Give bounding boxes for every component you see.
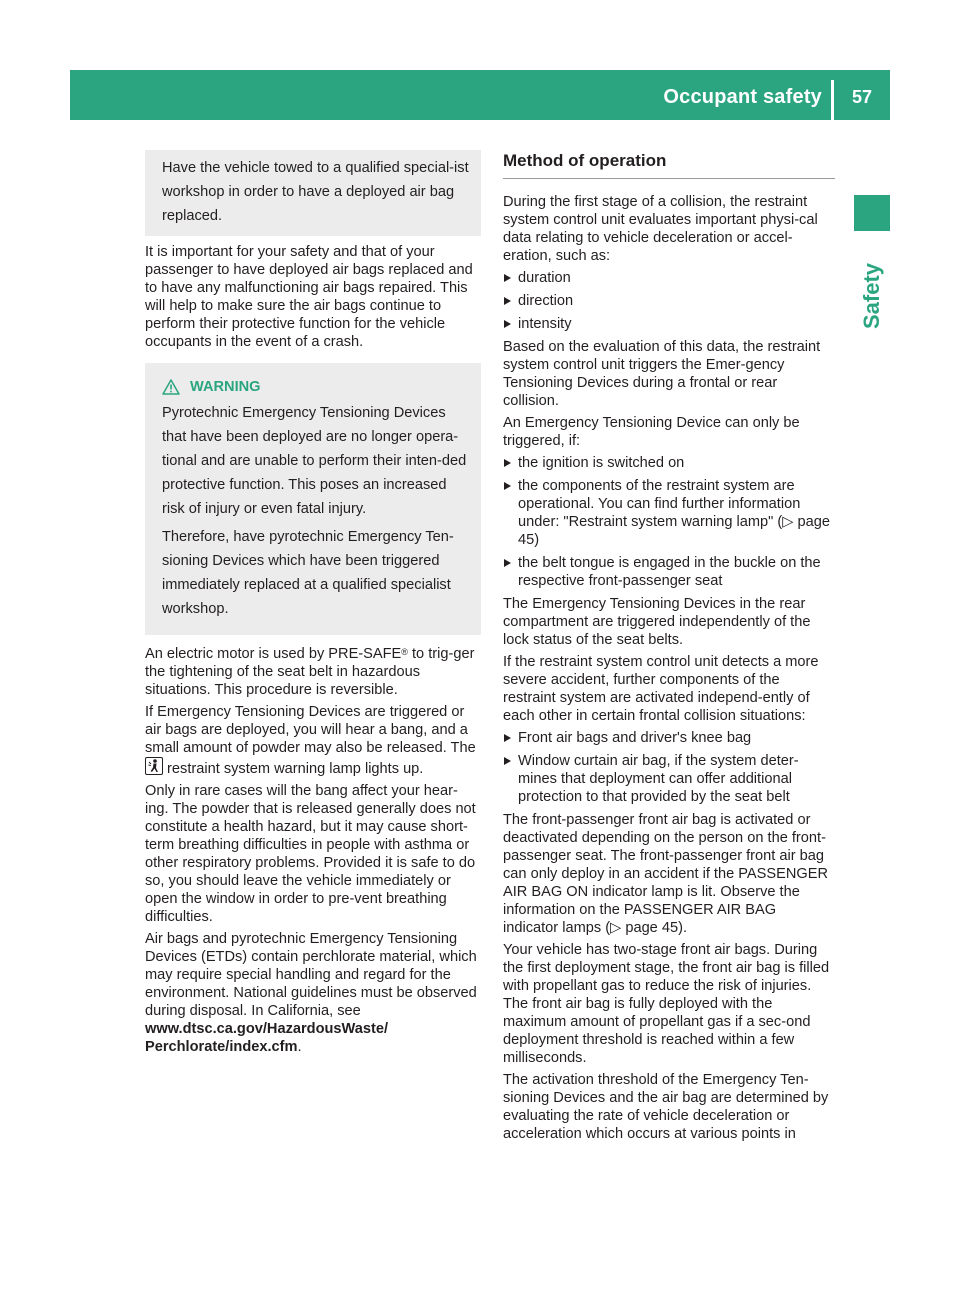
list-item: the components of the restraint system are operational. You can find further information under: "Restraint system warning lamp" (▷ page 45) bbox=[503, 477, 835, 549]
warning-box bbox=[145, 363, 481, 635]
left-column bbox=[145, 150, 481, 1060]
paragraph: The activation threshold of the Emergency Ten-sioning Devices and the air bag are determined by evaluating the rate of vehicle deceleration or acceleration which occurs at various points in bbox=[503, 1072, 829, 1142]
paragraph: If Emergency Tensioning Devices are triggered or air bags are deployed, you will hear a bang, and a small amount of powder may also be released. The restraint system warning lamp lights up. bbox=[145, 704, 476, 777]
paragraph: Based on the evaluation of this data, the restraint system control unit triggers the Emer-gency Tensioning Devices during a frontal or rear collision. bbox=[503, 339, 821, 409]
section-tab-marker bbox=[854, 195, 890, 231]
list-item: Window curtain air bag, if the system deter-mines that deployment can offer additional protection to that provided by the seat belt bbox=[503, 752, 835, 806]
bullet-list bbox=[503, 729, 835, 806]
paragraph: Your vehicle has two-stage front air bags. During the first deployment stage, the front air bag is filled with propellant gas to reduce the risk of injuries. The front air bag is fully deployed with the maximum amount of propellant gas if a sec-ond deployment threshold is reached within a few milliseconds. bbox=[503, 942, 830, 1066]
paragraph: If the restraint system control unit detects a more severe accident, further components of the restraint system are activated independ-ently of each other in certain frontal collision situations: bbox=[503, 654, 819, 724]
list-item: direction bbox=[503, 292, 835, 310]
paragraph: Only in rare cases will the bang affect your hear-ing. The powder that is released generally does not constitute a health hazard, but it may cause short-term breathing difficulties in people with asthma or other respiratory problems. Provided it is safe to do so, you should leave the vehicle immediately or open the window in order to pre-vent breathing difficulties. bbox=[145, 783, 476, 925]
header-bar bbox=[70, 70, 890, 120]
note-text: Have the vehicle towed to a qualified special-ist workshop in order to have a deployed air bag replaced. bbox=[162, 160, 469, 224]
warning-triangle-icon bbox=[162, 379, 180, 395]
paragraph: An electric motor is used by PRE-SAFE® to trig-ger the tightening of the seat belt in hazardous situations. This procedure is reversible. bbox=[145, 646, 475, 698]
list-item: Front air bags and driver's knee bag bbox=[503, 729, 835, 747]
paragraph: The front-passenger front air bag is activated or deactivated depending on the person on the front-passenger seat. The front-passenger front air bag can only deploy in an accident if the PASSENGER AIR BAG ON indicator lamp is lit. Observe the information on the PASSENGER AIR BAG indicator lamps (▷ page 45). bbox=[503, 812, 829, 936]
paragraph: The Emergency Tensioning Devices in the rear compartment are triggered independently of the lock status of the seat belts. bbox=[503, 596, 811, 648]
paragraph: An Emergency Tensioning Device can only be triggered, if: bbox=[503, 415, 800, 449]
paragraph: Air bags and pyrotechnic Emergency Tensioning Devices (ETDs) contain perchlorate material, which may require special handling and regard for the environment. National guidelines must be observed during disposal. In California, see www.dtsc.ca.gov/HazardousWaste/ Perchlorate/index.cfm. bbox=[145, 931, 477, 1055]
section-side-label: Safety bbox=[859, 262, 884, 330]
page-number: 57 bbox=[851, 87, 872, 107]
list-item: intensity bbox=[503, 315, 835, 333]
paragraph: It is important for your safety and that of your passenger to have deployed air bags replaced and to have any malfunctioning air bags repaired. This will help to make sure the air bags continue to perform their protective function for the vehicle occupants in the event of a crash. bbox=[145, 244, 473, 350]
list-item: the belt tongue is engaged in the buckle on the respective front-passenger seat bbox=[503, 554, 835, 590]
warning-label: WARNING bbox=[190, 379, 261, 395]
warning-text: Pyrotechnic Emergency Tensioning Devices that have been deployed are no longer opera-tional and are unable to perform their inten-ded protective function. This poses an increased risk of injury or even fatal injury. bbox=[162, 405, 467, 517]
list-item: duration bbox=[503, 269, 835, 287]
warning-text: Therefore, have pyrotechnic Emergency Ten-sioning Devices which have been triggered immediately replaced at a qualified specialist workshop. bbox=[162, 529, 454, 617]
list-item: the ignition is switched on bbox=[503, 454, 835, 472]
page-title: Occupant safety bbox=[663, 86, 822, 108]
registered-mark: ® bbox=[401, 647, 408, 657]
bullet-list bbox=[503, 269, 835, 333]
bullet-list bbox=[503, 454, 835, 590]
paragraph: During the first stage of a collision, the restraint system control unit evaluates important physi-cal data relating to vehicle deceleration or accel-eration, such as: bbox=[503, 194, 818, 264]
disposal-link[interactable]: www.dtsc.ca.gov/HazardousWaste/ Perchlorate/index.cfm bbox=[145, 1021, 389, 1055]
right-column bbox=[503, 150, 835, 1147]
restraint-system-warning-lamp-icon bbox=[145, 757, 163, 775]
note-box bbox=[145, 150, 481, 236]
header-divider bbox=[831, 80, 834, 120]
warning-heading bbox=[162, 375, 473, 399]
section-heading: Method of operation bbox=[503, 152, 835, 179]
